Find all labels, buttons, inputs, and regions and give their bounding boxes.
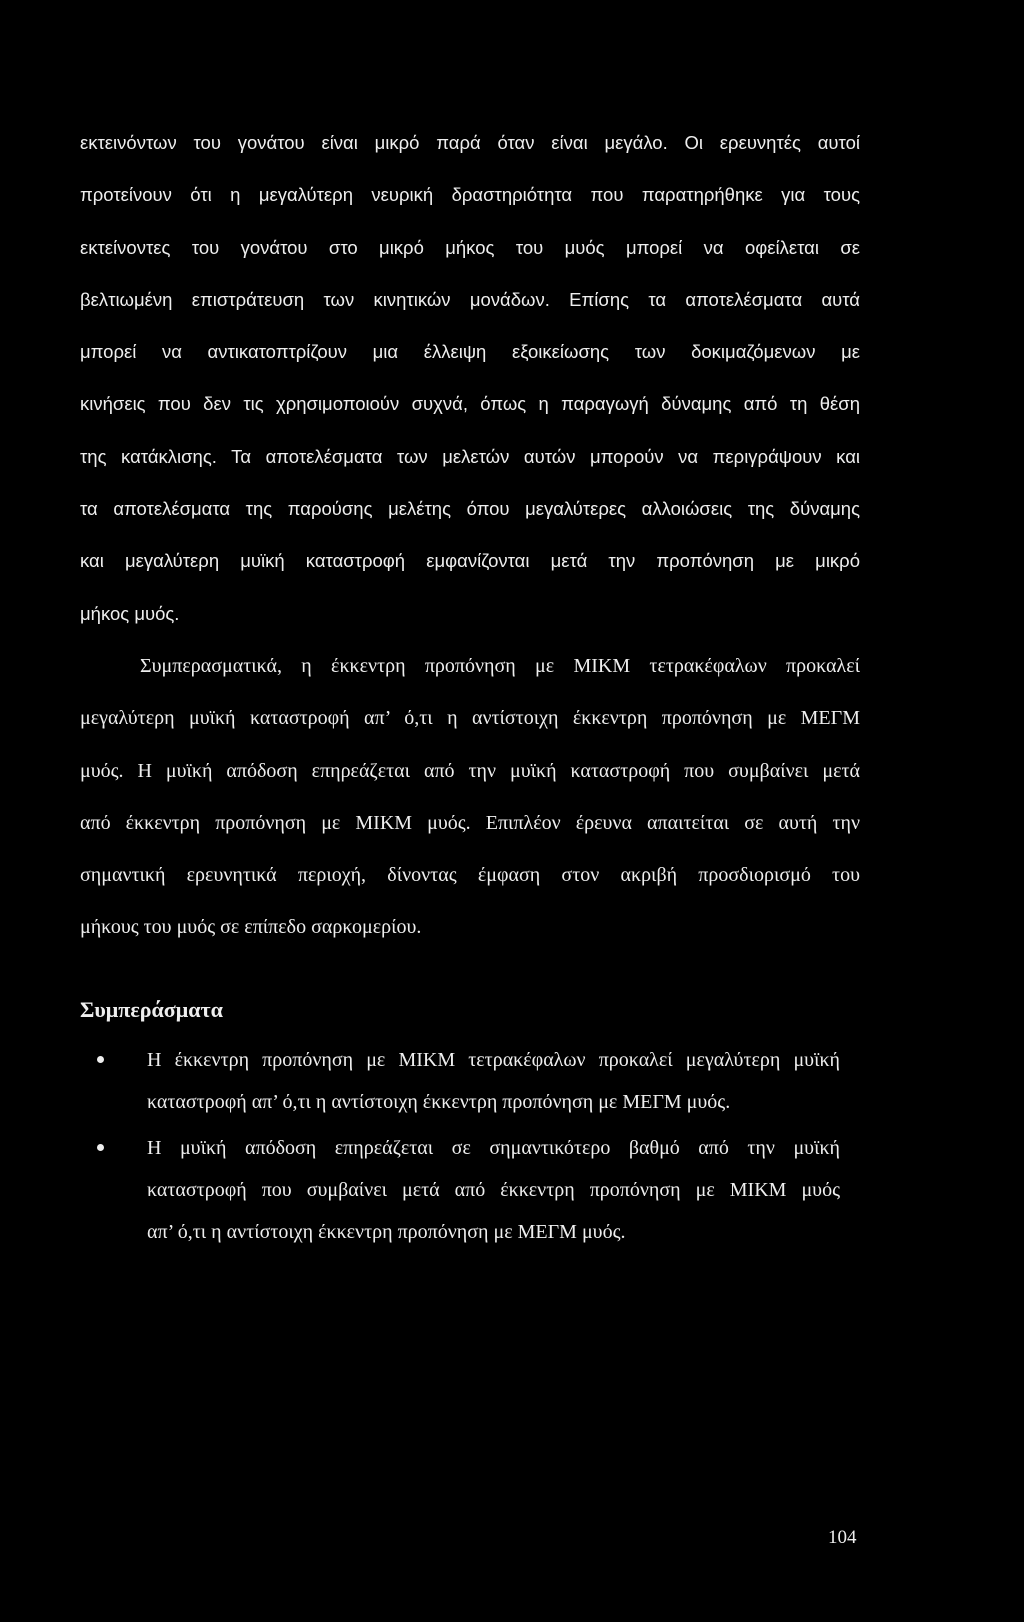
bullet-icon — [97, 1056, 104, 1063]
text-line: από έκκεντρη προπόνηση με ΜΙΚΜ μυός. Επιπλέον έρευνα απαιτείται σε αυτή την — [80, 811, 860, 834]
bullet-icon — [97, 1144, 104, 1151]
conclusions-list — [80, 1039, 840, 1253]
text-line: της κατάκλισης. Τα αποτελέσματα των μελετών αυτών μπορούν να περιγράψουν και — [80, 445, 860, 467]
text-line: εκτείνοντες του γονάτου στο μικρό μήκος του μυός μπορεί να οφείλεται σε — [80, 236, 860, 258]
body-text — [80, 117, 860, 954]
text-line: μπορεί να αντικατοπτρίζουν μια έλλειψη εξοικείωσης των δοκιμαζόμενων με — [80, 341, 860, 363]
paragraph-summary — [80, 640, 860, 954]
text-line: προτείνουν ότι η μεγαλύτερη νευρική δραστηριότητα που παρατηρήθηκε για τους — [80, 184, 860, 206]
bullet-item — [80, 1039, 840, 1123]
paragraph-discussion — [80, 117, 860, 640]
text-line: Συμπερασματικά, η έκκεντρη προπόνηση με ΜΙΚΜ τετρακέφαλων προκαλεί — [140, 654, 860, 677]
bullet-item — [80, 1127, 840, 1253]
text-line: βελτιωμένη επιστράτευση των κινητικών μονάδων. Επίσης τα αποτελέσματα αυτά — [80, 288, 860, 310]
text-line: καταστροφή απ’ ό,τι η αντίστοιχη έκκεντρη προπόνηση με ΜΕΓΜ μυός. — [147, 1091, 731, 1113]
page-number: 104 — [828, 1527, 857, 1548]
text-line: Η μυϊκή απόδοση επηρεάζεται σε σημαντικότερο βαθμό από την μυϊκή — [147, 1137, 840, 1159]
text-line: κινήσεις που δεν τις χρησιμοποιούν συχνά, όπως η παραγωγή δύναμης από τη θέση — [80, 393, 860, 415]
text-line: εκτεινόντων του γονάτου είναι μικρό παρά όταν είναι μεγάλο. Οι ερευνητές αυτοί — [80, 132, 860, 153]
text-line: καταστροφή που συμβαίνει μετά από έκκεντρη προπόνηση με ΜΙΚΜ μυός — [147, 1179, 840, 1201]
text-line: μήκος μυός. — [80, 602, 180, 624]
text-line: απ’ ό,τι η αντίστοιχη έκκεντρη προπόνηση με ΜΕΓΜ μυός. — [147, 1221, 626, 1243]
text-line: τα αποτελέσματα της παρούσης μελέτης όπου μεγαλύτερες αλλοιώσεις της δύναμης — [80, 498, 860, 520]
text-line: μήκους του μυός σε επίπεδο σαρκομερίου. — [80, 916, 422, 939]
text-line: σημαντική ερευνητικά περιοχή, δίνοντας έμφαση στον ακριβή προσδιορισμό του — [80, 864, 860, 887]
text-line: μεγαλύτερη μυϊκή καταστροφή απ’ ό,τι η αντίστοιχη έκκεντρη προπόνηση με ΜΕΓΜ — [80, 707, 860, 730]
section-heading-conclusions: Συμπεράσματα — [80, 997, 223, 1022]
text-line: μυός. Η μυϊκή απόδοση επηρεάζεται από την μυϊκή καταστροφή που συμβαίνει μετά — [80, 759, 860, 782]
text-line: Η έκκεντρη προπόνηση με ΜΙΚΜ τετρακέφαλων προκαλεί μεγαλύτερη μυϊκή — [147, 1049, 840, 1071]
text-line: και μεγαλύτερη μυϊκή καταστροφή εμφανίζονται μετά την προπόνηση με μικρό — [80, 550, 860, 572]
